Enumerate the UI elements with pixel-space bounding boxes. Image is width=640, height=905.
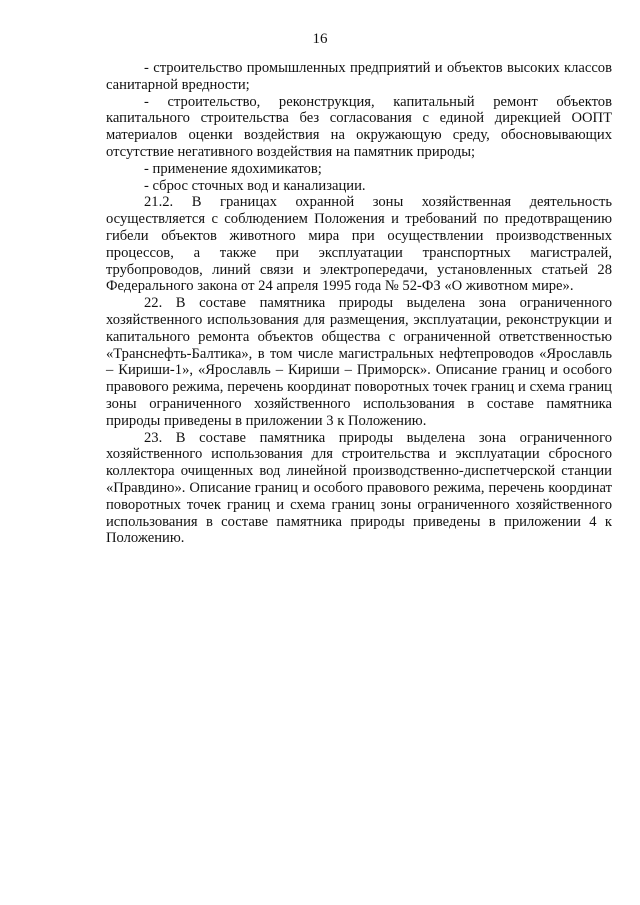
paragraph-prohibition-pesticides: - применение ядохимикатов; — [144, 160, 322, 177]
paragraph-21-2: 21.2. В границах охранной зоны хозяйственная деятельность осуществляется с соблюдением Положения и требований по предотвращению гибели объектов животного мира при осуществлении производственных процессов, а также при эксплуатации транспортных магистралей, трубопроводов, линий связи и электропередачи, установленных статьей 28 Федерального закона от 24 апреля 1995 года № 52-ФЗ «О животном мире». — [106, 194, 612, 295]
page-number: 16 — [312, 31, 328, 47]
paragraph-prohibition-construction: - строительство, реконструкция, капитальный ремонт объектов капитального строительства без согласования с единой дирекцией ООПТ материалов оценки воздействия на окружающую среду, обосновывающих отсутствие негативного воздействия на памятник природы; — [106, 93, 612, 160]
paragraph-prohibition-wastewater: - сброс сточных вод и канализации. — [144, 177, 366, 194]
document-body — [106, 60, 612, 547]
paragraph-23: 23. В составе памятника природы выделена зона ограниченного хозяйственного использования для строительства и эксплуатации сбросного коллектора очищенных вод линейной производственно-диспетчерской станции «Правдино». Описание границ и особого правового режима, перечень координат поворотных точек границ и схема границ зоны ограниченного хозяйственного использования в составе памятника природы приведены в приложении 4 к Положению. — [106, 429, 612, 547]
paragraph-prohibition-industrial: - строительство промышленных предприятий и объектов высоких классов санитарной вредности; — [106, 60, 612, 93]
paragraph-22: 22. В составе памятника природы выделена зона ограниченного хозяйственного использования для размещения, эксплуатации, реконструкции и капитального ремонта объектов общества с ограниченной ответственностью «Транснефть-Балтика», в том числе магистральных нефтепроводов «Ярославль – Кириши-1», «Ярославль – Кириши – Приморск». Описание границ и особого правового режима, перечень координат поворотных точек границ и схема границ зоны ограниченного хозяйственного использования в составе памятника природы приведены в приложении 3 к Положению. — [106, 295, 612, 429]
